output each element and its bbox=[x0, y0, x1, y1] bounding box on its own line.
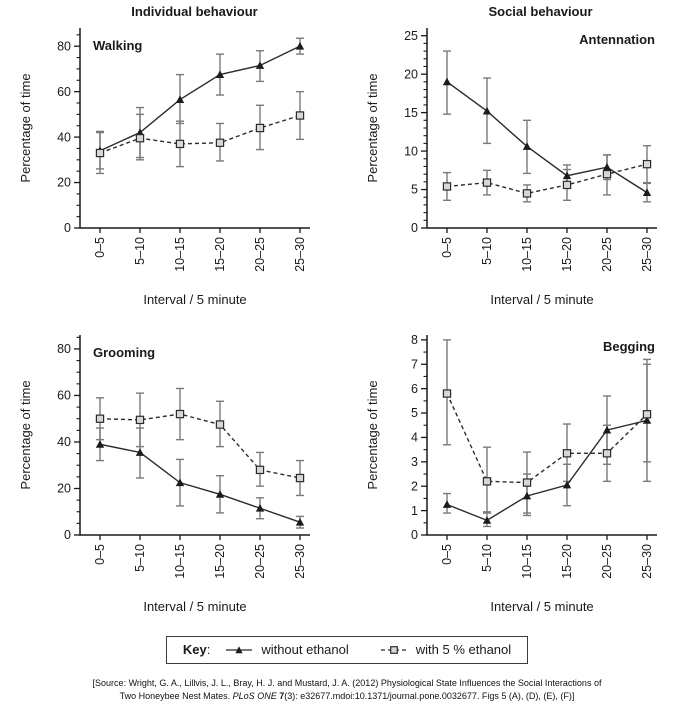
y-tick-label: 5 bbox=[411, 182, 418, 197]
square-marker bbox=[136, 416, 143, 423]
square-marker bbox=[96, 149, 103, 156]
source-text-part: [Source: Wright, G. A., Lillvis, J. L., Bray, H. J. and Mustard, J. A. (2012) Physiological State Influences the Social Interactions of bbox=[92, 678, 602, 688]
square-marker bbox=[96, 415, 103, 422]
y-tick-label: 8 bbox=[411, 333, 418, 348]
x-tick-label: 0–5 bbox=[440, 237, 455, 258]
x-axis-label: Interval / 5 minute bbox=[143, 292, 247, 307]
triangle-marker bbox=[483, 516, 491, 524]
y-tick-label: 25 bbox=[404, 28, 418, 43]
y-tick-label: 0 bbox=[64, 221, 71, 236]
x-tick-label: 20–25 bbox=[600, 237, 615, 272]
x-tick-label: 5–10 bbox=[480, 237, 495, 265]
square-marker bbox=[443, 390, 450, 397]
source-text-part: (3): e32677.mdoi:10.1371/journal.pone.0032677. Figs 5 (A), (D), (E), (F)] bbox=[284, 690, 575, 701]
source-line-2 bbox=[0, 690, 694, 703]
legend-entry-label: with 5 % ethanol bbox=[415, 642, 512, 657]
x-tick-label: 5–10 bbox=[133, 544, 148, 572]
series-line bbox=[100, 116, 300, 154]
y-tick-label: 20 bbox=[57, 481, 71, 496]
x-tick-label: 20–25 bbox=[253, 544, 268, 579]
triangle-marker bbox=[443, 500, 451, 508]
series-line bbox=[100, 414, 300, 478]
source-line-1 bbox=[0, 677, 694, 690]
chart-grid bbox=[0, 20, 694, 621]
y-tick-label: 0 bbox=[64, 528, 71, 543]
square-marker bbox=[563, 450, 570, 457]
with-ethanol-marker-icon bbox=[379, 644, 409, 656]
begging-chart bbox=[347, 327, 694, 621]
legend-row bbox=[0, 636, 694, 664]
square-marker bbox=[216, 421, 223, 428]
triangle-marker bbox=[483, 107, 491, 115]
square-marker bbox=[643, 161, 650, 168]
y-tick-label: 3 bbox=[411, 455, 418, 470]
series-line bbox=[447, 164, 647, 193]
x-tick-label: 25–30 bbox=[640, 544, 655, 579]
square-marker bbox=[256, 466, 263, 473]
series-line bbox=[447, 82, 647, 193]
legend-key-box bbox=[166, 636, 528, 664]
y-tick-label: 15 bbox=[404, 105, 418, 120]
y-tick-label: 80 bbox=[57, 342, 71, 357]
triangle-marker bbox=[443, 78, 451, 86]
chart-title: Antennation bbox=[579, 32, 655, 47]
square-marker bbox=[296, 112, 303, 119]
x-tick-label: 25–30 bbox=[640, 237, 655, 272]
y-axis-label: Percentage of time bbox=[365, 380, 380, 490]
square-marker bbox=[563, 181, 570, 188]
series-line bbox=[447, 394, 647, 483]
triangle-marker bbox=[643, 188, 651, 196]
y-tick-label: 0 bbox=[411, 221, 418, 236]
chart-title: Grooming bbox=[93, 345, 156, 360]
source-text-part: 7 bbox=[279, 690, 285, 701]
x-axis-label: Interval / 5 minute bbox=[490, 292, 594, 307]
axis-lines bbox=[80, 335, 310, 535]
y-tick-label: 0 bbox=[411, 528, 418, 543]
chart-title: Walking bbox=[93, 38, 143, 53]
x-tick-label: 10–15 bbox=[520, 544, 535, 579]
square-marker bbox=[523, 479, 530, 486]
chart-title: Begging bbox=[603, 339, 655, 354]
y-axis-label: Percentage of time bbox=[18, 380, 33, 490]
x-tick-label: 15–20 bbox=[560, 544, 575, 579]
triangle-marker bbox=[256, 61, 264, 69]
x-tick-label: 5–10 bbox=[133, 237, 148, 265]
square-marker bbox=[603, 450, 610, 457]
y-tick-label: 40 bbox=[57, 435, 71, 450]
x-tick-label: 10–15 bbox=[173, 544, 188, 579]
column-header-individual-behaviour: Individual behaviour bbox=[131, 4, 258, 19]
triangle-marker bbox=[296, 42, 304, 50]
y-tick-label: 60 bbox=[57, 84, 71, 99]
source-citation bbox=[0, 677, 694, 702]
source-text-part: Two Honeybee Nest Mates. bbox=[119, 690, 233, 701]
x-tick-label: 25–30 bbox=[293, 544, 308, 579]
triangle-marker bbox=[176, 95, 184, 103]
y-tick-label: 60 bbox=[57, 388, 71, 403]
triangle-marker bbox=[603, 163, 611, 171]
square-marker bbox=[483, 179, 490, 186]
x-tick-label: 10–15 bbox=[520, 237, 535, 272]
x-tick-label: 25–30 bbox=[293, 237, 308, 272]
square-marker bbox=[523, 190, 530, 197]
square-marker bbox=[483, 478, 490, 485]
y-tick-label: 6 bbox=[411, 381, 418, 396]
y-tick-label: 1 bbox=[411, 503, 418, 518]
series-line bbox=[100, 444, 300, 522]
x-tick-label: 0–5 bbox=[93, 237, 108, 258]
axis-lines bbox=[427, 28, 657, 228]
square-marker bbox=[643, 411, 650, 418]
y-tick-label: 40 bbox=[57, 130, 71, 145]
column-headers bbox=[0, 0, 694, 19]
y-tick-label: 20 bbox=[404, 67, 418, 82]
y-tick-label: 2 bbox=[411, 479, 418, 494]
x-tick-label: 0–5 bbox=[440, 544, 455, 565]
legend-key-colon: : bbox=[206, 642, 211, 657]
x-axis-label: Interval / 5 minute bbox=[143, 599, 247, 614]
x-tick-label: 20–25 bbox=[253, 237, 268, 272]
legend-entry-without-ethanol bbox=[224, 642, 348, 657]
square-marker bbox=[296, 474, 303, 481]
x-tick-label: 0–5 bbox=[93, 544, 108, 565]
square-marker bbox=[136, 135, 143, 142]
legend-entry-label: without ethanol bbox=[261, 642, 349, 657]
y-tick-label: 20 bbox=[57, 175, 71, 190]
legend-key-title bbox=[183, 642, 210, 657]
x-tick-label: 5–10 bbox=[480, 544, 495, 572]
series-line bbox=[100, 46, 300, 151]
y-tick-label: 7 bbox=[411, 357, 418, 372]
without-ethanol-marker-icon bbox=[224, 644, 254, 656]
series-line bbox=[447, 420, 647, 520]
x-tick-label: 15–20 bbox=[213, 237, 228, 272]
square-marker bbox=[443, 183, 450, 190]
column-header-social-behaviour: Social behaviour bbox=[488, 4, 593, 19]
x-tick-label: 20–25 bbox=[600, 544, 615, 579]
square-marker bbox=[603, 171, 610, 178]
triangle-marker bbox=[96, 440, 104, 448]
y-tick-label: 10 bbox=[404, 144, 418, 159]
square-marker bbox=[176, 140, 183, 147]
walking-chart bbox=[0, 20, 347, 314]
x-tick-label: 15–20 bbox=[213, 544, 228, 579]
y-axis-label: Percentage of time bbox=[18, 73, 33, 183]
y-tick-label: 4 bbox=[411, 430, 418, 445]
x-tick-label: 10–15 bbox=[173, 237, 188, 272]
square-marker bbox=[256, 124, 263, 131]
x-axis-label: Interval / 5 minute bbox=[490, 599, 594, 614]
legend-key-word: Key bbox=[182, 642, 207, 657]
legend-entry-with-ethanol bbox=[379, 642, 511, 657]
source-text-part: PLoS ONE bbox=[232, 690, 280, 701]
grooming-chart bbox=[0, 327, 347, 621]
axis-lines bbox=[427, 335, 657, 535]
antennation-chart bbox=[347, 20, 694, 314]
y-axis-label: Percentage of time bbox=[365, 73, 380, 183]
y-tick-label: 5 bbox=[411, 406, 418, 421]
square-marker bbox=[216, 139, 223, 146]
square-marker bbox=[176, 410, 183, 417]
x-tick-label: 15–20 bbox=[560, 237, 575, 272]
y-tick-label: 80 bbox=[57, 39, 71, 54]
